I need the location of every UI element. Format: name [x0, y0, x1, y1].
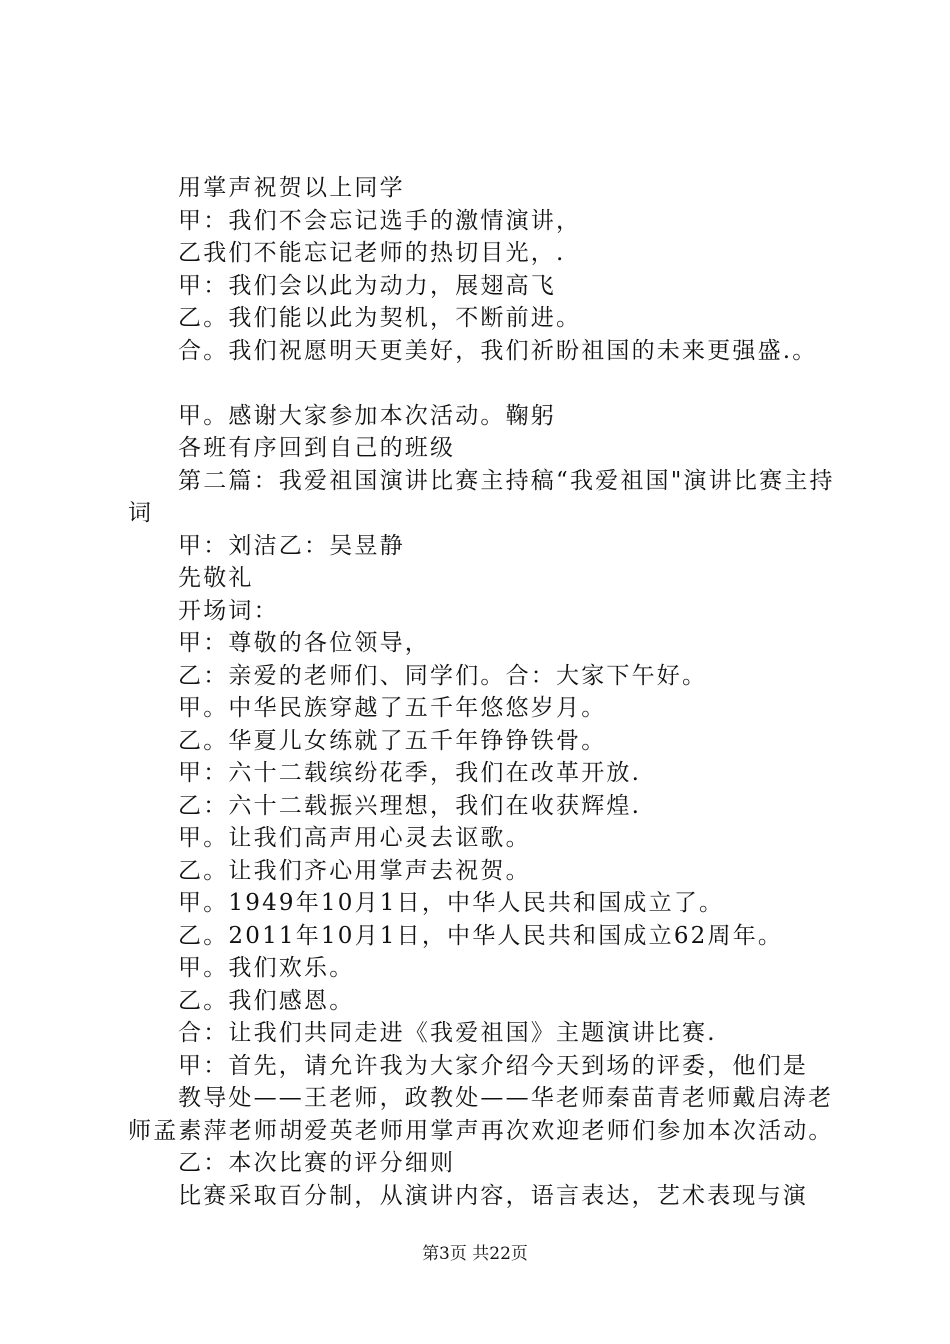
blank-line: [128, 367, 838, 400]
text-line: 乙：本次比赛的评分细则: [178, 1150, 456, 1176]
text-line: 乙。我们能以此为契机，不断前进。: [178, 305, 582, 331]
text-line: 先敬礼: [178, 565, 254, 591]
text-line: 合：让我们共同走进《我爱祖国》主题演讲比赛.: [178, 1020, 717, 1046]
text-line: 乙。2011年10月1日，中华人民共和国成立62周年。: [178, 922, 784, 949]
text-paragraph: 教导处——王老师，政教处——华老师秦苗青老师戴启涛老师孟素萍老师胡爱英老师用掌声再次欢迎老师们参加本次活动。: [128, 1085, 834, 1144]
text-line: 乙。我们感恩。: [178, 987, 355, 1014]
text-line: 甲：首先，请允许我为大家介绍今天到场的评委，他们是: [178, 1052, 808, 1079]
text-line: 比赛采取百分制，从演讲内容，语言表达，艺术表现与演: [178, 1182, 808, 1209]
text-line: 用掌声祝贺以上同学: [178, 175, 405, 201]
page-number-footer: 第3页 共22页: [422, 1244, 528, 1264]
document-body: [128, 172, 838, 1212]
text-line: 甲。让我们高声用心灵去讴歌。: [178, 825, 531, 851]
text-line: 开场词：: [178, 597, 279, 624]
text-line: 甲：刘洁乙：吴昱静: [178, 532, 405, 559]
section-heading: 第二篇：我爱祖国演讲比赛主持稿“我爱祖国"演讲比赛主持词: [128, 467, 835, 526]
text-line: 甲：我们会以此为动力，展翅高飞: [178, 272, 556, 299]
text-line: 乙。让我们齐心用掌声去祝贺。: [178, 857, 531, 884]
text-line: 乙。华夏儿女练就了五千年铮铮铁骨。: [178, 727, 607, 754]
text-line: 乙我们不能忘记老师的热切目光，.: [178, 240, 566, 266]
text-line: 乙：六十二载振兴理想，我们在收获辉煌.: [178, 792, 642, 819]
text-line: 甲：六十二载缤纷花季，我们在改革开放.: [178, 760, 642, 786]
text-line: 甲：尊敬的各位领导，: [178, 630, 430, 656]
text-line: 甲。1949年10月1日，中华人民共和国成立了。: [178, 890, 725, 916]
text-line: 甲：我们不会忘记选手的激情演讲，: [178, 207, 582, 234]
text-line: 合。我们祝愿明天更美好，我们祈盼祖国的未来更强盛.。: [178, 337, 818, 364]
text-line: 各班有序回到自己的班级: [178, 435, 456, 461]
text-line: 甲。中华民族穿越了五千年悠悠岁月。: [178, 695, 607, 721]
text-line: 甲。感谢大家参加本次活动。鞠躬: [178, 402, 556, 429]
text-line: 甲。我们欢乐。: [178, 955, 355, 981]
text-line: 乙：亲爱的老师们、同学们。合：大家下午好。: [178, 662, 708, 689]
